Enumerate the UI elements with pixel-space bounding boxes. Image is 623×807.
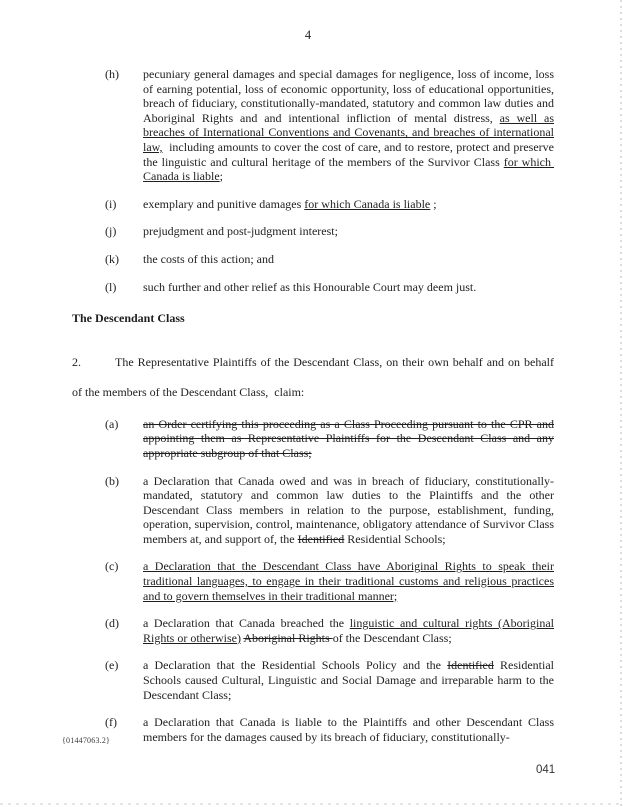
text-run: such further and other relief as this Honourable Court may deem just.	[143, 279, 477, 294]
claim-item-label: (f)	[105, 715, 117, 730]
text-run: Residential Schools;	[344, 531, 446, 546]
struck-text: Identified	[297, 531, 345, 546]
paragraph-2-number: 2.	[72, 354, 81, 369]
claim-item-j	[72, 224, 554, 239]
claim-item-text	[143, 417, 554, 461]
text-run: ;	[219, 169, 223, 184]
text-run: a Declaration that Canada owed and was in breach of fiduciary, constitutionally-mandated, statutory and common law duties to the Plaintiffs and the other Descendant Class members in relation to the purpose, establishment, funding, operation, supervision, control, maintenance, obligatory attendance of Survivor Class members at, and support of, the	[143, 473, 554, 546]
text-run: exemplary and punitive damages	[143, 196, 305, 211]
scan-artifact-bottom-edge	[0, 803, 623, 805]
underlined-text: a Declaration that the Descendant Class have Aboriginal Rights to speak their traditional languages, to engage in their traditional customs and religious practices and to govern themselves in their traditional manner;	[143, 559, 554, 603]
claim-item-h	[72, 67, 554, 184]
claim-item-text	[143, 224, 554, 239]
claim-item-label: (b)	[105, 473, 119, 488]
claims-list-descendant-class	[72, 417, 554, 745]
text-run: prejudgment and post-judgment interest;	[143, 224, 338, 239]
text-run: Residential Schools caused Cultural, Linguistic and Social Damage and irreparable harm to the Descendant Class;	[143, 658, 554, 702]
struck-text: Identified	[447, 658, 494, 673]
text-run: the costs of this action; and	[143, 251, 274, 266]
claim-item-label: (j)	[105, 224, 117, 239]
text-run: a Declaration that Canada breached the	[143, 616, 350, 631]
claim-item-text	[143, 280, 554, 295]
claim-item-text	[143, 67, 554, 184]
section-heading-descendant-class: The Descendant Class	[72, 311, 185, 326]
text-run: a Declaration that the Residential Schools Policy and the	[143, 658, 448, 673]
struck-text: Aboriginal Rights	[243, 630, 333, 645]
claim-item-label: (a)	[105, 416, 119, 431]
claim-item-label: (h)	[105, 67, 119, 81]
text-run: of the Descendant Class;	[332, 630, 452, 645]
claim-item-b	[72, 474, 554, 547]
claim-item-f	[72, 715, 554, 744]
paragraph-2-text	[72, 355, 554, 399]
claim-item-text	[143, 559, 554, 603]
claim-item-label: (k)	[105, 251, 119, 266]
document-body	[72, 67, 554, 757]
claim-item-label: (d)	[105, 616, 119, 631]
claim-item-c	[72, 559, 554, 603]
bates-stamp-number: 041	[536, 764, 556, 776]
underlined-text: for which Canada is liable	[304, 196, 431, 211]
struck-text: an Order certifying this proceeding as a Class Proceeding pursuant to the CPR and appointing them as Representative Plaintiffs for the Descendant Class and any appropriate subgroup of that Class;	[143, 416, 554, 460]
paragraph-2	[72, 347, 554, 407]
page-number: 4	[304, 28, 312, 42]
claim-item-i	[72, 197, 554, 212]
claim-item-d	[72, 616, 554, 645]
underlined-text: for which Canada is liable	[143, 154, 554, 184]
claim-item-label: (i)	[105, 196, 117, 211]
claim-item-label: (c)	[105, 559, 119, 574]
text-run: ;	[430, 196, 437, 211]
claim-item-text	[143, 197, 554, 212]
underlined-text: linguistic and cultural rights (Aboriginal Rights or otherwise)	[143, 616, 555, 645]
claim-item-text	[143, 658, 554, 702]
text-run: The Representative Plaintiffs of the Descendant Class, on their own behalf and on behalf of the members of the Descendant Class, claim:	[72, 354, 554, 399]
scan-artifact-right-edge	[620, 0, 622, 807]
claim-item-e	[72, 658, 554, 702]
claim-item-a	[72, 417, 554, 461]
text-run: a Declaration that Canada is liable to the Plaintiffs and other Descendant Class members for the damages caused by its breach of fiduciary, constitutionally-	[143, 715, 554, 744]
claim-item-label: (e)	[105, 658, 119, 673]
text-run: including amounts to cover the cost of care, and to restore, protect and preserve the linguistic and cultural heritage of the members of the Survivor Class	[143, 139, 554, 169]
claim-item-k	[72, 252, 554, 267]
claim-item-l	[72, 280, 554, 295]
underlined-text: as well as breaches of International Conventions and Covenants, and breaches of international law,	[143, 110, 555, 154]
claim-item-text	[143, 252, 554, 267]
claims-list-survivor-class	[72, 67, 554, 294]
claim-item-text	[143, 616, 554, 645]
claim-item-text	[143, 715, 554, 744]
claim-item-text	[143, 474, 554, 547]
claim-item-label: (l)	[105, 279, 117, 294]
text-run: pecuniary general damages and special damages for negligence, loss of income, loss of earning potential, loss of economic opportunity, loss of educational opportunities, breach of fiduciary, constitutionally-mandated, statutory and common law duties and Aboriginal Rights and and intentional infliction of mental distress,	[143, 67, 554, 125]
footer-file-number: {01447063.2}	[62, 736, 111, 745]
